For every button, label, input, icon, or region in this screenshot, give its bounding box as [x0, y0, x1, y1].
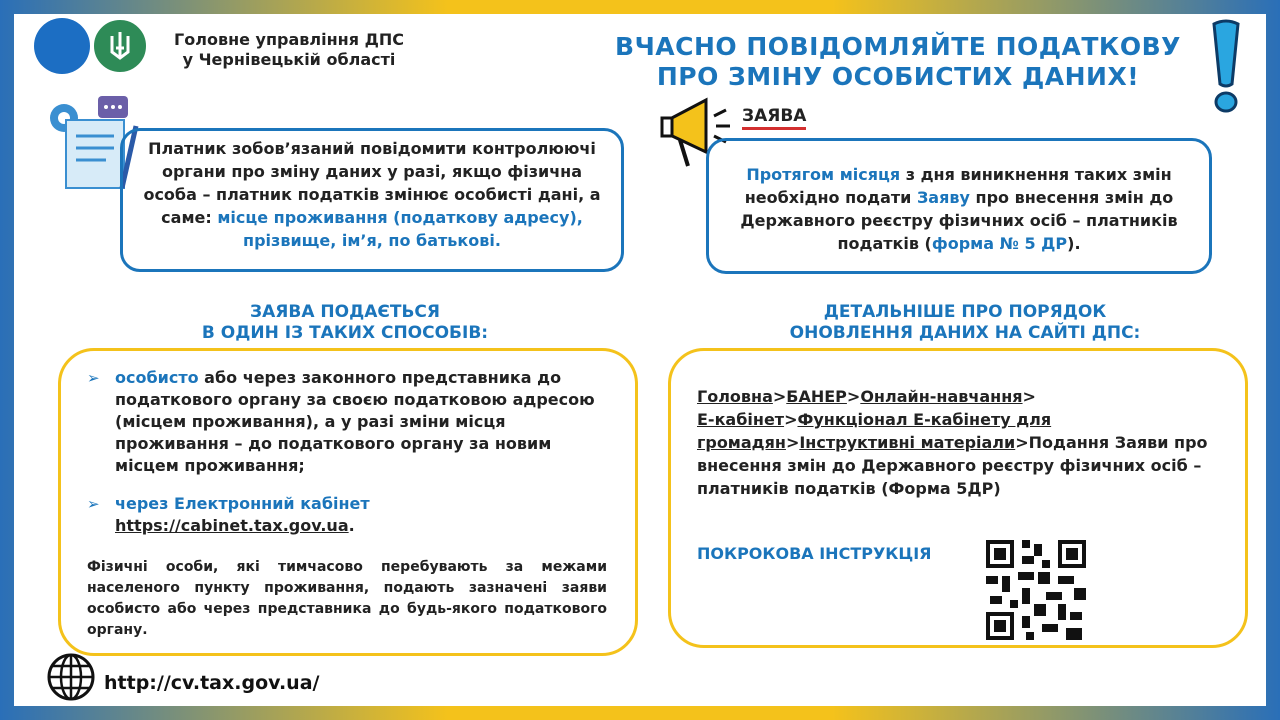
obligation-highlight: місце проживання (податкову адресу), прізвище, ім’я, по батькові. — [217, 208, 583, 250]
methods-heading-line1: ЗАЯВА ПОДАЄТЬСЯ — [250, 302, 440, 322]
breadcrumb — [697, 385, 1219, 500]
obligation-text: Платник зобов’язаний повідомити контролюючі органи про зміну даних у разі, якщо фізична особа – платник податків змінює особисті дані, а саме: — [143, 139, 601, 227]
method-cabinet: через Електронний кабінет — [115, 494, 370, 513]
cabinet-link[interactable]: https://cabinet.tax.gov.ua — [115, 516, 349, 535]
globe-icon — [46, 652, 96, 702]
arrow-bullet-icon: ➢ — [87, 369, 100, 387]
headline-line1: ВЧАСНО ПОВІДОМЛЯЙТЕ ПОДАТКОВУ — [615, 32, 1181, 61]
breadcrumb-sep: > — [1022, 387, 1036, 406]
qr-code[interactable] — [986, 540, 1086, 640]
details-box — [668, 348, 1248, 648]
arrow-bullet-icon: ➢ — [87, 495, 100, 513]
method-personal: особисто — [115, 368, 199, 387]
link-online-learning[interactable]: Онлайн-навчання — [860, 387, 1023, 406]
org-line1: Головне управління ДПС — [174, 30, 404, 49]
details-heading-line1: ДЕТАЛЬНІШЕ ПРО ПОРЯДОК — [823, 302, 1107, 322]
website-link[interactable]: http://cv.tax.gov.ua/ — [104, 672, 320, 694]
org-line2: у Чернівецькій області — [182, 50, 396, 69]
dps-logo — [92, 18, 148, 74]
page-title — [588, 32, 1208, 92]
breadcrumb-sep: > — [784, 410, 798, 429]
details-heading-line2: ОНОВЛЕННЯ ДАНИХ НА САЙТІ ДПС: — [789, 323, 1141, 343]
link-instructions[interactable]: Інструктивні матеріали — [799, 433, 1016, 452]
link-e-cabinet[interactable]: Е-кабінет — [697, 410, 785, 429]
exclamation-icon — [1206, 18, 1246, 114]
cabinet-link-end: . — [348, 516, 355, 535]
deadline-text-2: про внесення змін до Державного реєстру фізичних осіб – платників податків ( — [740, 188, 1178, 253]
deadline-text-1: з дня виникнення таких змін необхідно подати — [744, 165, 1172, 207]
methods-box — [58, 348, 638, 656]
breadcrumb-sep: > — [785, 433, 800, 452]
breadcrumb-tail: Подання Заяви про внесення змін до Державного реєстру фізичних осіб – платників податків (Форма 5ДР) — [697, 433, 1208, 498]
details-heading — [740, 302, 1190, 344]
ukraine-logo — [34, 18, 90, 74]
steps-label: ПОКРОКОВА ІНСТРУКЦІЯ — [697, 544, 932, 563]
org-title — [154, 30, 424, 70]
deadline-form: форма № 5 ДР — [931, 234, 1068, 253]
breadcrumb-sep: > — [846, 387, 861, 406]
list-item — [87, 367, 607, 477]
note-text: Фізичні особи, які тимчасово перебувають за межами населеного пункту проживання, подають зазначені заяви особисто або через представника до будь-якого податкового органу. — [87, 559, 607, 638]
trident-icon — [94, 20, 146, 72]
zayava-label: ЗАЯВА — [742, 106, 806, 130]
breadcrumb-sep: > — [772, 387, 787, 406]
list-item — [87, 493, 607, 537]
link-banner[interactable]: БАНЕР — [786, 387, 847, 406]
obligation-box — [120, 128, 624, 272]
deadline-text-3: ). — [1067, 234, 1081, 253]
headline-line2: ПРО ЗМІНУ ОСОБИСТИХ ДАНИХ! — [656, 62, 1140, 91]
link-functionality[interactable]: Функціонал Е-кабінету для громадян — [697, 410, 1052, 452]
link-home[interactable]: Головна — [697, 387, 773, 406]
breadcrumb-sep: > — [1015, 433, 1029, 452]
deadline-box — [706, 138, 1212, 274]
deadline-period: Протягом місяця — [746, 165, 901, 184]
methods-heading-line2: В ОДИН ІЗ ТАКИХ СПОСОБІВ: — [201, 323, 489, 343]
methods-heading — [120, 302, 570, 344]
deadline-zayava: Заяву — [916, 188, 970, 207]
method-personal-text: або через законного представника до податкового органу за своєю податковою адресою (місцем проживання), а у разі зміни місця проживання – до податкового органу за новим місцем проживання; — [115, 368, 595, 475]
